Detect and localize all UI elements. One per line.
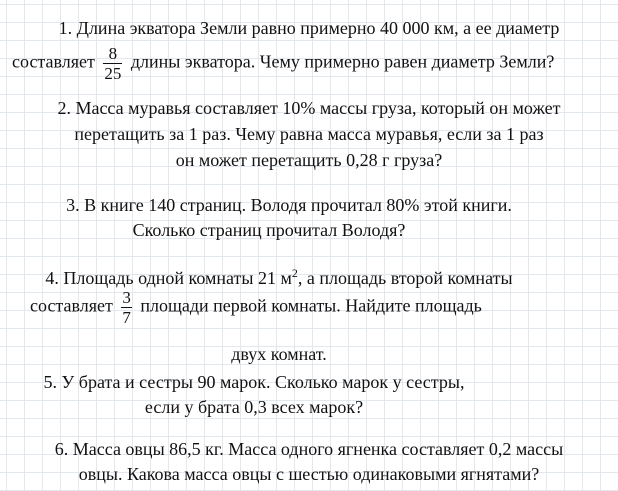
problem-4-superscript: 2	[291, 266, 298, 280]
fraction-8-25	[103, 44, 122, 83]
problem-4-number: 4.	[45, 268, 59, 288]
problem-2-number: 2.	[57, 98, 71, 118]
problem-6-number: 6.	[54, 439, 69, 459]
problem-3-line-2: Сколько страниц прочитал Володя?	[132, 220, 406, 240]
problem-5-number: 5.	[43, 372, 58, 392]
problem-2-line-2: перетащить за 1 раз. Чему равна масса муравья, если за 1 раз	[74, 124, 544, 144]
problem-4-line-2	[30, 288, 600, 327]
problem-1-text: Длина экватора Земли равно примерно 40 000 км, а ее диаметр	[76, 18, 560, 38]
fraction-numerator: 3	[122, 288, 131, 307]
problem-1-line-2	[12, 44, 612, 83]
problem-4-text-before-sup: Площадь одной комнаты 21 м	[63, 268, 292, 288]
problem-3-text: В книге 140 страниц. Володя прочитал 80% этой книги.	[84, 195, 512, 215]
problem-5-line-1	[0, 371, 563, 393]
problem-2-text: Масса муравья составляет 10% массы груза, который он может	[75, 98, 561, 118]
problem-6-line-2: овцы. Какова масса овцы с шестью одинаковыми ягнятами?	[78, 464, 540, 484]
problem-4-text-after-sup: , а площадь второй комнаты	[297, 268, 513, 288]
problem-2-line-3: он может перетащить 0,28 г груза?	[175, 150, 443, 170]
problem-3-number: 3.	[66, 195, 80, 215]
problem-1-number: 1.	[58, 18, 73, 38]
problem-6-text: Масса овцы 86,5 кг. Масса одного ягненка составляет 0,2 массы	[72, 439, 564, 459]
problem-5-text: У брата и сестры 90 марок. Сколько марок у сестры,	[61, 372, 465, 392]
fraction-denominator: 7	[122, 308, 131, 327]
fraction-numerator: 8	[103, 44, 122, 64]
problem-4-line-1	[0, 262, 588, 289]
problem-1-line-1	[0, 17, 618, 39]
fraction-denominator: 25	[104, 64, 122, 83]
problem-1-text-after-fraction: длины экватора. Чему примерно равен диаметр Земли?	[130, 51, 555, 72]
fraction-3-7	[121, 288, 132, 327]
problem-4-line-3: двух комнат.	[231, 344, 327, 364]
problem-4-text-after-fraction: площади первой комнаты. Найдите площадь	[140, 295, 482, 316]
problem-3-line-1	[0, 194, 598, 216]
problem-2-line-1	[0, 97, 618, 119]
problem-1-text-before-fraction: составляет	[12, 51, 95, 72]
problem-5-line-2: если у брата 0,3 всех марок?	[144, 397, 364, 417]
problem-4-text-before-fraction: составляет	[30, 295, 113, 316]
problem-6-line-1	[0, 438, 618, 460]
